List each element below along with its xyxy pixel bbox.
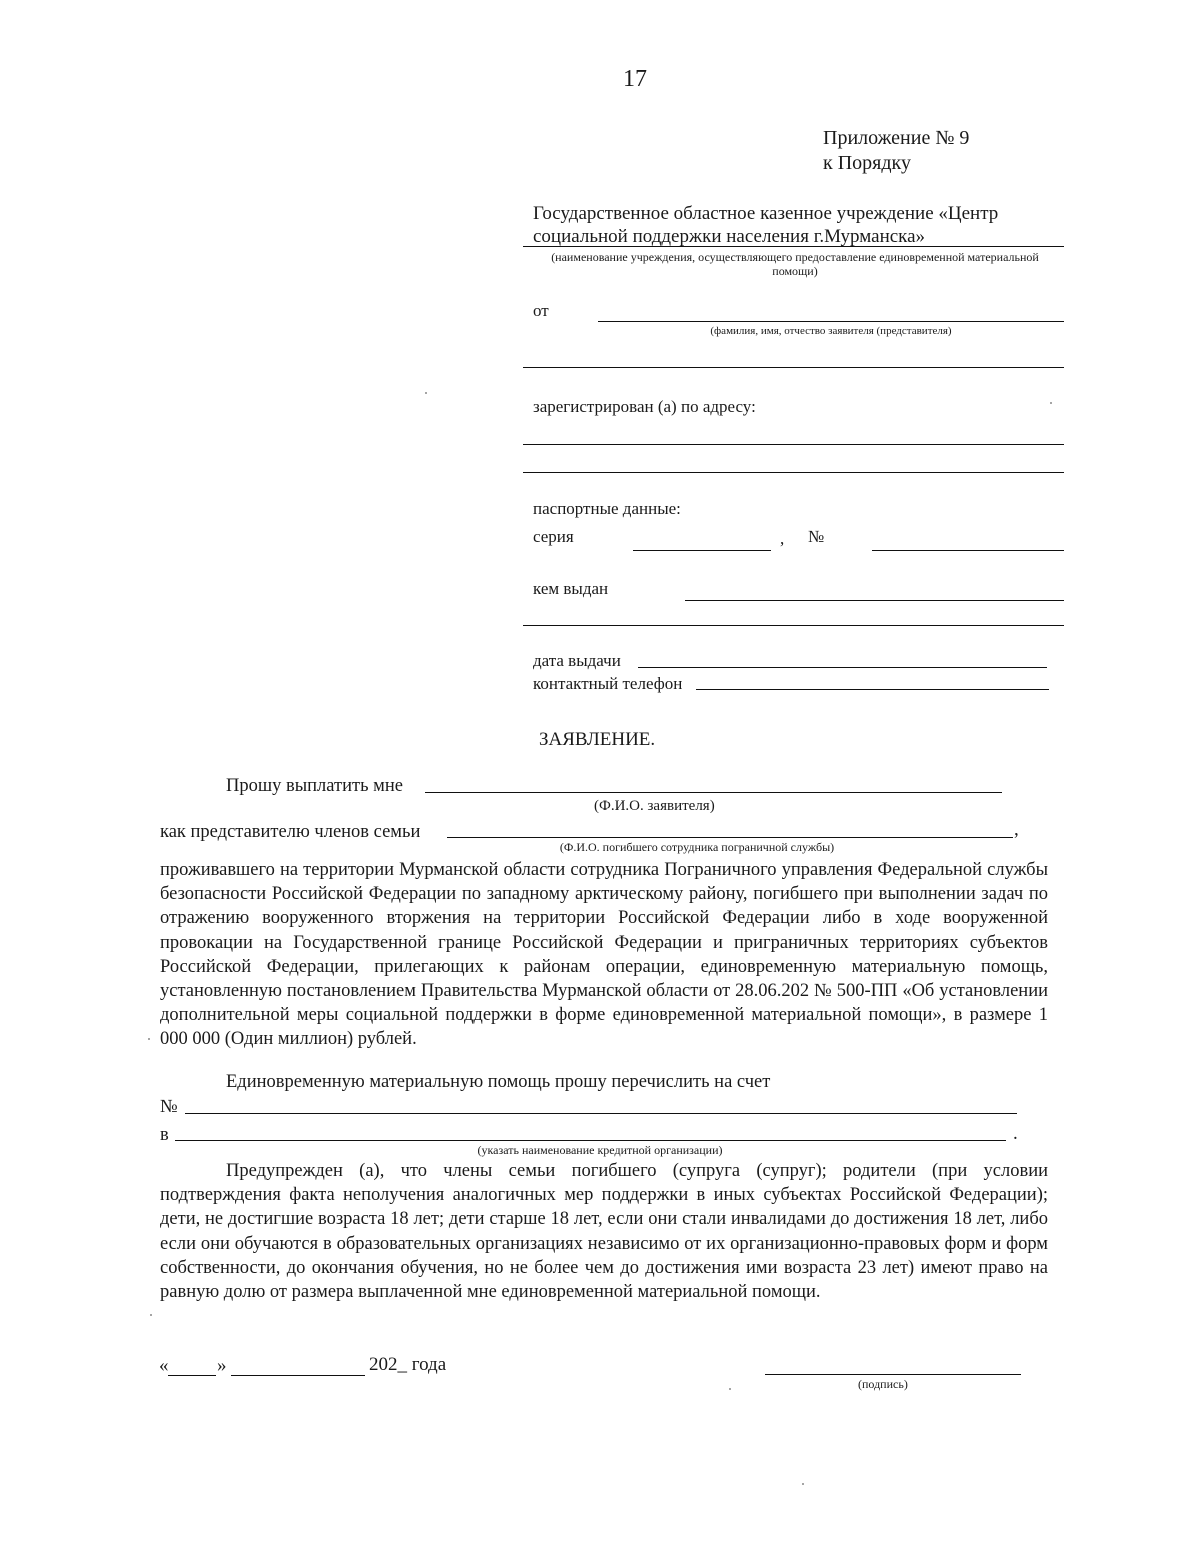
from-extra-line[interactable] <box>523 367 1064 368</box>
representative-label: как представителю членов семьи <box>160 822 421 842</box>
warning-paragraph: Предупрежден (а), что члены семьи погибшего (супруга (супруг); родители (при условии подтверждения факта неполучения аналогичных мер поддержки в иных субъектах Российской Федерации); дети, не достигшие возраста 18 лет; дети старше 18 лет, если они стали инвалидами до достижения 18 лет, либо если они обучаются в образовательных организациях независимо от их организационно-правовых форм и форм собственности, до окончания обучения, но не более чем до достижения ими возраста 23 лет) имеют право на равную долю от размера выплаченной мне единовременной материальной помощи. <box>160 1161 1048 1303</box>
issue-date-label: дата выдачи <box>533 651 621 670</box>
account-number-line[interactable] <box>185 1113 1017 1114</box>
representative-comma: , <box>1014 819 1019 840</box>
passport-series-label: серия <box>533 527 574 546</box>
from-caption: (фамилия, имя, отчество заявителя (представителя) <box>710 325 952 337</box>
main-paragraph: проживавшего на территории Мурманской области сотрудника Пограничного управления Федеральной службы безопасности Российской Федерации по западному арктическому району, погибшего при выполнении задач по отражению вооруженного вторжения на территории Российской Федерации либо в ходе вооруженной провокации на Государственной границе Российской Федерации и приграничных территориях субъектов Российской Федерации, прилегающих к районам операции, единовременную материальную помощь, установленную постановлением Правительства Мурманской области от 28.06.202 № 500-ПП «Об установлении дополнительной меры социальной поддержки в форме единовременной материальной помощи», в размере 1 000 000 (Один миллион) рублей. <box>160 860 1048 1050</box>
scan-speck <box>729 1388 731 1390</box>
signature-caption: (подпись) <box>858 1377 908 1391</box>
bank-caption: (указать наименование кредитной организации) <box>477 1143 723 1157</box>
deceased-caption: (Ф.И.О. погибшего сотрудника пограничной службы) <box>559 840 835 854</box>
address-line-1[interactable] <box>523 444 1064 445</box>
scan-speck <box>802 1483 804 1485</box>
contact-phone-line[interactable] <box>696 689 1049 690</box>
request-label: Прошу выплатить мне <box>226 776 403 796</box>
date-year: 202_ года <box>369 1354 447 1375</box>
scan-speck <box>150 1314 152 1316</box>
institution-underline <box>523 246 1064 247</box>
document-title: ЗАЯВЛЕНИЕ. <box>539 729 656 750</box>
applicant-name-line[interactable] <box>425 792 1002 793</box>
bank-label: в <box>160 1125 169 1145</box>
date-day-line[interactable] <box>168 1375 216 1376</box>
passport-number-line[interactable] <box>872 550 1064 551</box>
annex-line-1: Приложение № 9 <box>823 127 970 149</box>
passport-series-line[interactable] <box>633 550 771 551</box>
contact-phone-label: контактный телефон <box>533 674 683 693</box>
issued-by-label: кем выдан <box>533 579 609 598</box>
bank-name-line[interactable] <box>175 1140 1006 1141</box>
issued-by-line-1[interactable] <box>685 600 1064 601</box>
signature-line[interactable] <box>765 1374 1021 1375</box>
scan-speck <box>1050 402 1052 404</box>
deceased-name-line[interactable] <box>447 837 1013 838</box>
issued-by-line-2[interactable] <box>523 625 1064 626</box>
issue-date-line[interactable] <box>638 667 1047 668</box>
from-name-line[interactable] <box>598 321 1064 322</box>
annex-line-2: к Порядку <box>823 152 911 174</box>
date-open-quote: « <box>159 1355 169 1376</box>
address-line-2[interactable] <box>523 472 1064 473</box>
date-close-quote: » <box>217 1355 227 1376</box>
institution-name-line-1: Государственное областное казенное учреждение «Центр <box>533 203 999 224</box>
from-label: от <box>533 301 549 320</box>
registered-address-label: зарегистрирован (а) по адресу: <box>533 397 756 416</box>
transfer-text: Единовременную материальную помощь прошу перечислить на счет <box>226 1072 771 1092</box>
institution-name-line-2: социальной поддержки населения г.Мурманска» <box>533 226 926 247</box>
passport-comma: , <box>780 529 785 548</box>
passport-number-label: № <box>808 527 825 546</box>
date-month-line[interactable] <box>231 1375 365 1376</box>
institution-caption: (наименование учреждения, осуществляющего предоставление единовременной материальной помощи) <box>551 250 1039 278</box>
bank-line-end: . <box>1013 1123 1018 1144</box>
account-number-label: № <box>160 1097 178 1117</box>
page-number: 17 <box>623 66 647 92</box>
scan-speck <box>148 1038 150 1040</box>
scan-speck <box>425 392 427 394</box>
applicant-caption: (Ф.И.О. заявителя) <box>594 798 715 814</box>
passport-data-label: паспортные данные: <box>533 499 681 518</box>
